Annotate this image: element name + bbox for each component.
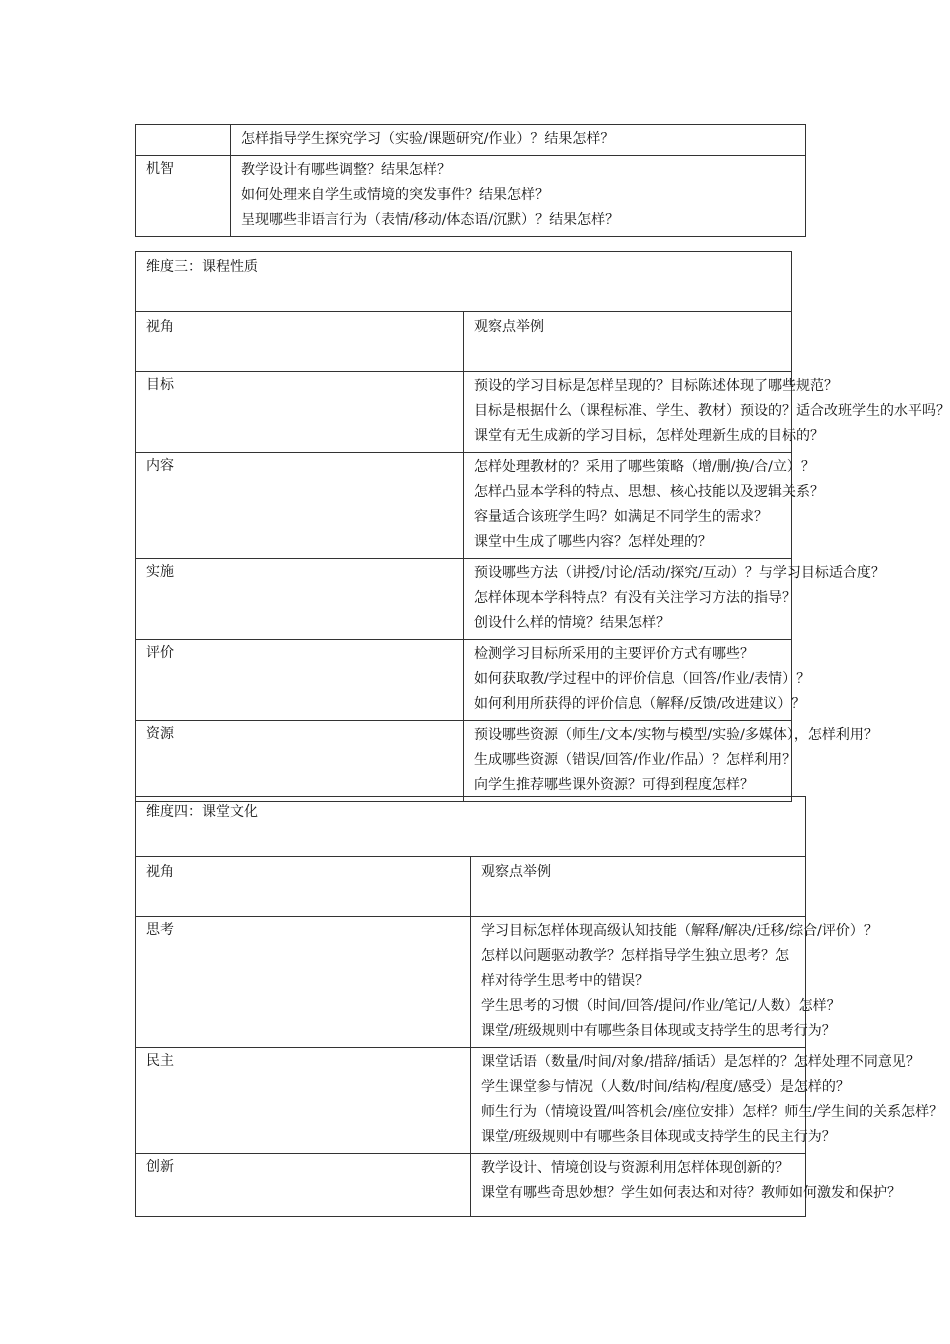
observation-item: 教学设计、情境创设与资源利用怎样体现创新的？	[481, 1160, 789, 1176]
row-label: 创新	[136, 1154, 471, 1217]
table-row	[136, 125, 806, 156]
table-continuation	[135, 124, 806, 237]
observation-item: 目标是根据什么（课程标准、学生、教材）预设的？适合改班学生的水平吗？	[474, 403, 950, 419]
row-content	[471, 1154, 901, 1217]
column-header-examples: 观察点举例	[471, 857, 806, 917]
observation-item: 课堂中生成了哪些内容？怎样处理的？	[474, 534, 712, 550]
observation-item: 呈现哪些非语言行为（表情/移动/体态语/沉默）？结果怎样？	[241, 212, 620, 228]
column-header-perspective: 视角	[136, 857, 471, 917]
row-label: 思考	[136, 917, 471, 1048]
row-content	[464, 559, 885, 640]
observation-item: 课堂话语（数量/时间/对象/措辞/插话）是怎样的？怎样处理不同意见？	[481, 1054, 920, 1070]
row-label: 机智	[136, 156, 231, 237]
row-content	[464, 453, 824, 559]
table-dimension-4	[135, 796, 944, 1217]
observation-item: 怎样指导学生探究学习（实验/课题研究/作业）？结果怎样？	[241, 131, 615, 147]
dimension-title: 维度三：课程性质	[136, 252, 792, 312]
row-content	[464, 640, 811, 721]
observation-item: 预设哪些方法（讲授/讨论/活动/探究/互动）？与学习目标适合度？	[474, 565, 885, 581]
table-header-row	[136, 312, 792, 372]
observation-item: 容量适合该班学生吗？如满足不同学生的需求？	[474, 509, 768, 525]
observation-item: 预设的学习目标是怎样呈现的？目标陈述体现了哪些规范？	[474, 378, 838, 394]
observation-item: 课堂有无生成新的学习目标，怎样处理新生成的目标的？	[474, 428, 824, 444]
observation-item: 预设哪些资源（师生/文本/实物与模型/实验/多媒体），怎样利用？	[474, 727, 878, 743]
row-label: 内容	[136, 453, 464, 559]
row-label: 民主	[136, 1048, 471, 1154]
column-header-examples: 观察点举例	[464, 312, 792, 372]
observation-item: 怎样体现本学科特点？有没有关注学习方法的指导？	[474, 590, 796, 606]
row-label: 评价	[136, 640, 464, 721]
table-row	[136, 640, 792, 721]
table-row	[136, 453, 792, 559]
table-row	[136, 1048, 806, 1154]
table-row	[136, 559, 792, 640]
row-content	[231, 125, 806, 156]
observation-item: 学生思考的习惯（时间/回答/提问/作业/笔记/人数）怎样？	[481, 998, 841, 1014]
row-label: 实施	[136, 559, 464, 640]
table-row	[136, 917, 806, 1048]
observation-item: 怎样以问题驱动教学？怎样指导学生独立思考？怎样对待学生思考中的错误？	[481, 948, 789, 989]
observation-item: 生成哪些资源（错误/回答/作业/作品）？怎样利用？	[474, 752, 797, 768]
observation-item: 怎样处理教材的？采用了哪些策略（增/删/换/合/立）？	[474, 459, 815, 475]
row-label: 资源	[136, 721, 464, 802]
observation-item: 如何利用所获得的评价信息（解释/反馈/改进建议）？	[474, 696, 806, 712]
observation-item: 创设什么样的情境？结果怎样？	[474, 615, 670, 631]
observation-item: 师生行为（情境设置/叫答机会/座位安排）怎样？师生/学生间的关系怎样？	[481, 1104, 944, 1120]
observation-item: 如何获取教/学过程中的评价信息（回答/作业/表情）？	[474, 671, 811, 687]
table-row	[136, 1154, 806, 1217]
row-label: 目标	[136, 372, 464, 453]
observation-item: 怎样凸显本学科的特点、思想、核心技能以及逻辑关系？	[474, 484, 824, 500]
observation-item: 向学生推荐哪些课外资源？可得到程度怎样？	[474, 777, 754, 793]
table-row	[136, 372, 792, 453]
row-content	[464, 372, 950, 453]
observation-item: 检测学习目标所采用的主要评价方式有哪些？	[474, 646, 754, 662]
row-content	[464, 721, 878, 802]
observation-item: 课堂/班级规则中有哪些条目体现或支持学生的思考行为？	[481, 1023, 836, 1039]
observation-item: 学生课堂参与情况（人数/时间/结构/程度/感受）是怎样的？	[481, 1079, 850, 1095]
observation-item: 课堂有哪些奇思妙想？学生如何表达和对待？教师如何激发和保护？	[481, 1185, 901, 1201]
table-title-row	[136, 252, 792, 312]
observation-item: 课堂/班级规则中有哪些条目体现或支持学生的民主行为？	[481, 1129, 836, 1145]
table-title-row	[136, 797, 806, 857]
table-row	[136, 721, 792, 802]
table-header-row	[136, 857, 806, 917]
row-content	[471, 1048, 944, 1154]
row-label	[136, 125, 231, 156]
table-row	[136, 156, 806, 237]
table-dimension-3	[135, 251, 950, 802]
row-content	[231, 156, 806, 237]
dimension-title: 维度四：课堂文化	[136, 797, 806, 857]
row-content	[471, 917, 878, 1048]
observation-item: 如何处理来自学生或情境的突发事件？结果怎样？	[241, 187, 549, 203]
column-header-perspective: 视角	[136, 312, 464, 372]
observation-item: 学习目标怎样体现高级认知技能（解释/解决/迁移/综合/评价）？	[481, 923, 878, 939]
observation-item: 教学设计有哪些调整？结果怎样？	[241, 162, 451, 178]
